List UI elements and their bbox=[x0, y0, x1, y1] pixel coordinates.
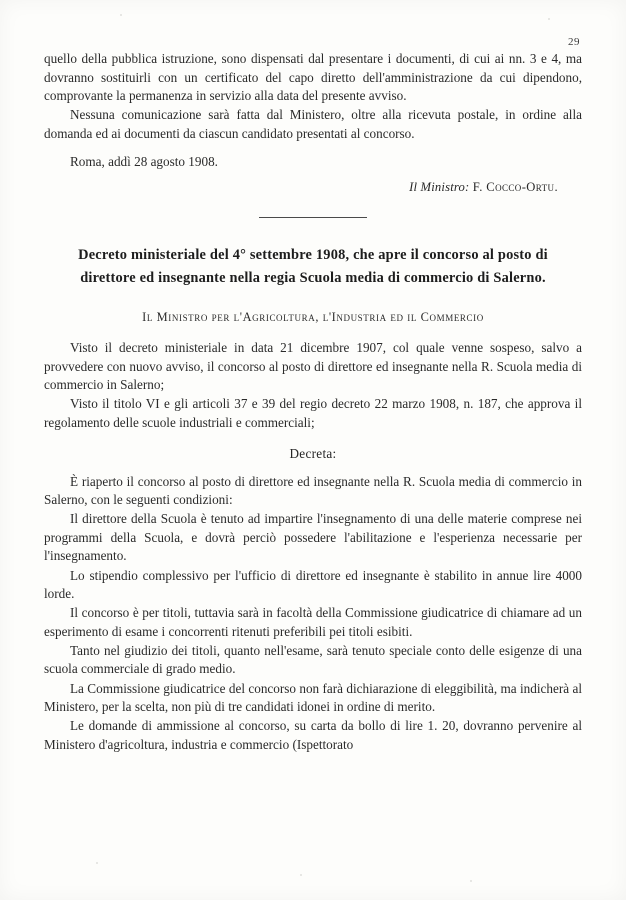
preamble-paragraph-2: Visto il titolo VI e gli articoli 37 e 39 del regio decreto 22 marzo 1908, n. 187, che approva il regolamento delle scuole industriali e commerciali; bbox=[44, 396, 582, 430]
body-paragraph-3: Lo stipendio complessivo per l'ufficio di direttore ed insegnante è stabilito in annue lire 4000 lorde. bbox=[44, 567, 582, 602]
signature-name: F. Cocco-Ortu. bbox=[472, 180, 558, 195]
signature-block bbox=[44, 180, 582, 195]
body-paragraph-7: Le domande di ammissione al concorso, su carta da bollo di lire 1. 20, dovranno pervenire al Ministero d'agricoltura, industria e commercio (Ispettorato bbox=[44, 718, 582, 752]
decreta-label: Decreta: bbox=[289, 445, 337, 461]
scan-speck bbox=[96, 862, 98, 864]
scan-speck bbox=[470, 880, 472, 882]
section-divider bbox=[44, 217, 582, 218]
body-paragraph-1: È riaperto il concorso al posto di direttore ed insegnante nella R. Scuola media di commercio in Salerno, con le seguenti condizioni: bbox=[44, 473, 582, 508]
place-date-line: Roma, addì 28 agosto 1908. bbox=[70, 154, 218, 170]
paragraph-communication: Nessuna comunicazione sarà fatta dal Ministero, oltre alla ricevuta postale, in ordine alla domanda ed ai documenti da ciascun candidato presentati al concorso. bbox=[44, 107, 582, 141]
body-paragraph-6: La Commissione giudicatrice del concorso non farà dichiarazione di eleggibilità, ma indicherà al Ministero, per la scelta, non più di tre candidati idonei in ordine di merito. bbox=[44, 680, 582, 715]
body-paragraph-5: Tanto nel giudizio dei titoli, quanto nell'esame, sarà tenuto speciale conto delle esigenze di una scuola commerciale di grado medio. bbox=[44, 642, 582, 677]
page-number: 29 bbox=[568, 36, 580, 48]
preamble-paragraph-1: Visto il decreto ministeriale in data 21 dicembre 1907, col quale venne sospeso, salvo a provvedere con nuovo avviso, il concorso al posto di direttore ed insegnante nella R. Scuola media di commercio in Salerno; bbox=[44, 340, 582, 393]
divider-rule bbox=[259, 217, 367, 218]
scan-speck bbox=[120, 14, 122, 16]
scan-speck bbox=[548, 18, 550, 20]
paragraph-continuation: quello della pubblica istruzione, sono dispensati dal presentare i documenti, di cui ai nn. 3 e 4, ma dovranno sostituirli con un certificato del capo diretto dell'amministrazione da cui dipendono, comprovante la permanenza in servizio alla data del presente avviso. bbox=[44, 51, 582, 104]
document-body bbox=[44, 50, 582, 755]
body-paragraph-2: Il direttore della Scuola è tenuto ad impartire l'insegnamento di una delle materie comprese nei programmi della Scuola, e dovrà perciò possedere l'abilitazione e l'esperienza necessarie per l'insegnamento. bbox=[44, 511, 582, 564]
scan-speck bbox=[300, 874, 302, 876]
authority-line: Il Ministro per l'Agricoltura, l'Industria ed il Commercio bbox=[142, 310, 484, 325]
body-paragraph-4: Il concorso è per titoli, tuttavia sarà in facoltà della Commissione giudicatrice di chiamare ad un esperimento di esame i concorrenti ritenuti preferibili pei titoli esibiti. bbox=[44, 605, 582, 639]
signature-role: Il Ministro: bbox=[409, 180, 470, 195]
decree-title: Decreto ministeriale del 4° settembre 1908, che apre il concorso al posto di direttore ed insegnante nella regia Scuola media di commercio di Salerno. bbox=[78, 247, 548, 287]
